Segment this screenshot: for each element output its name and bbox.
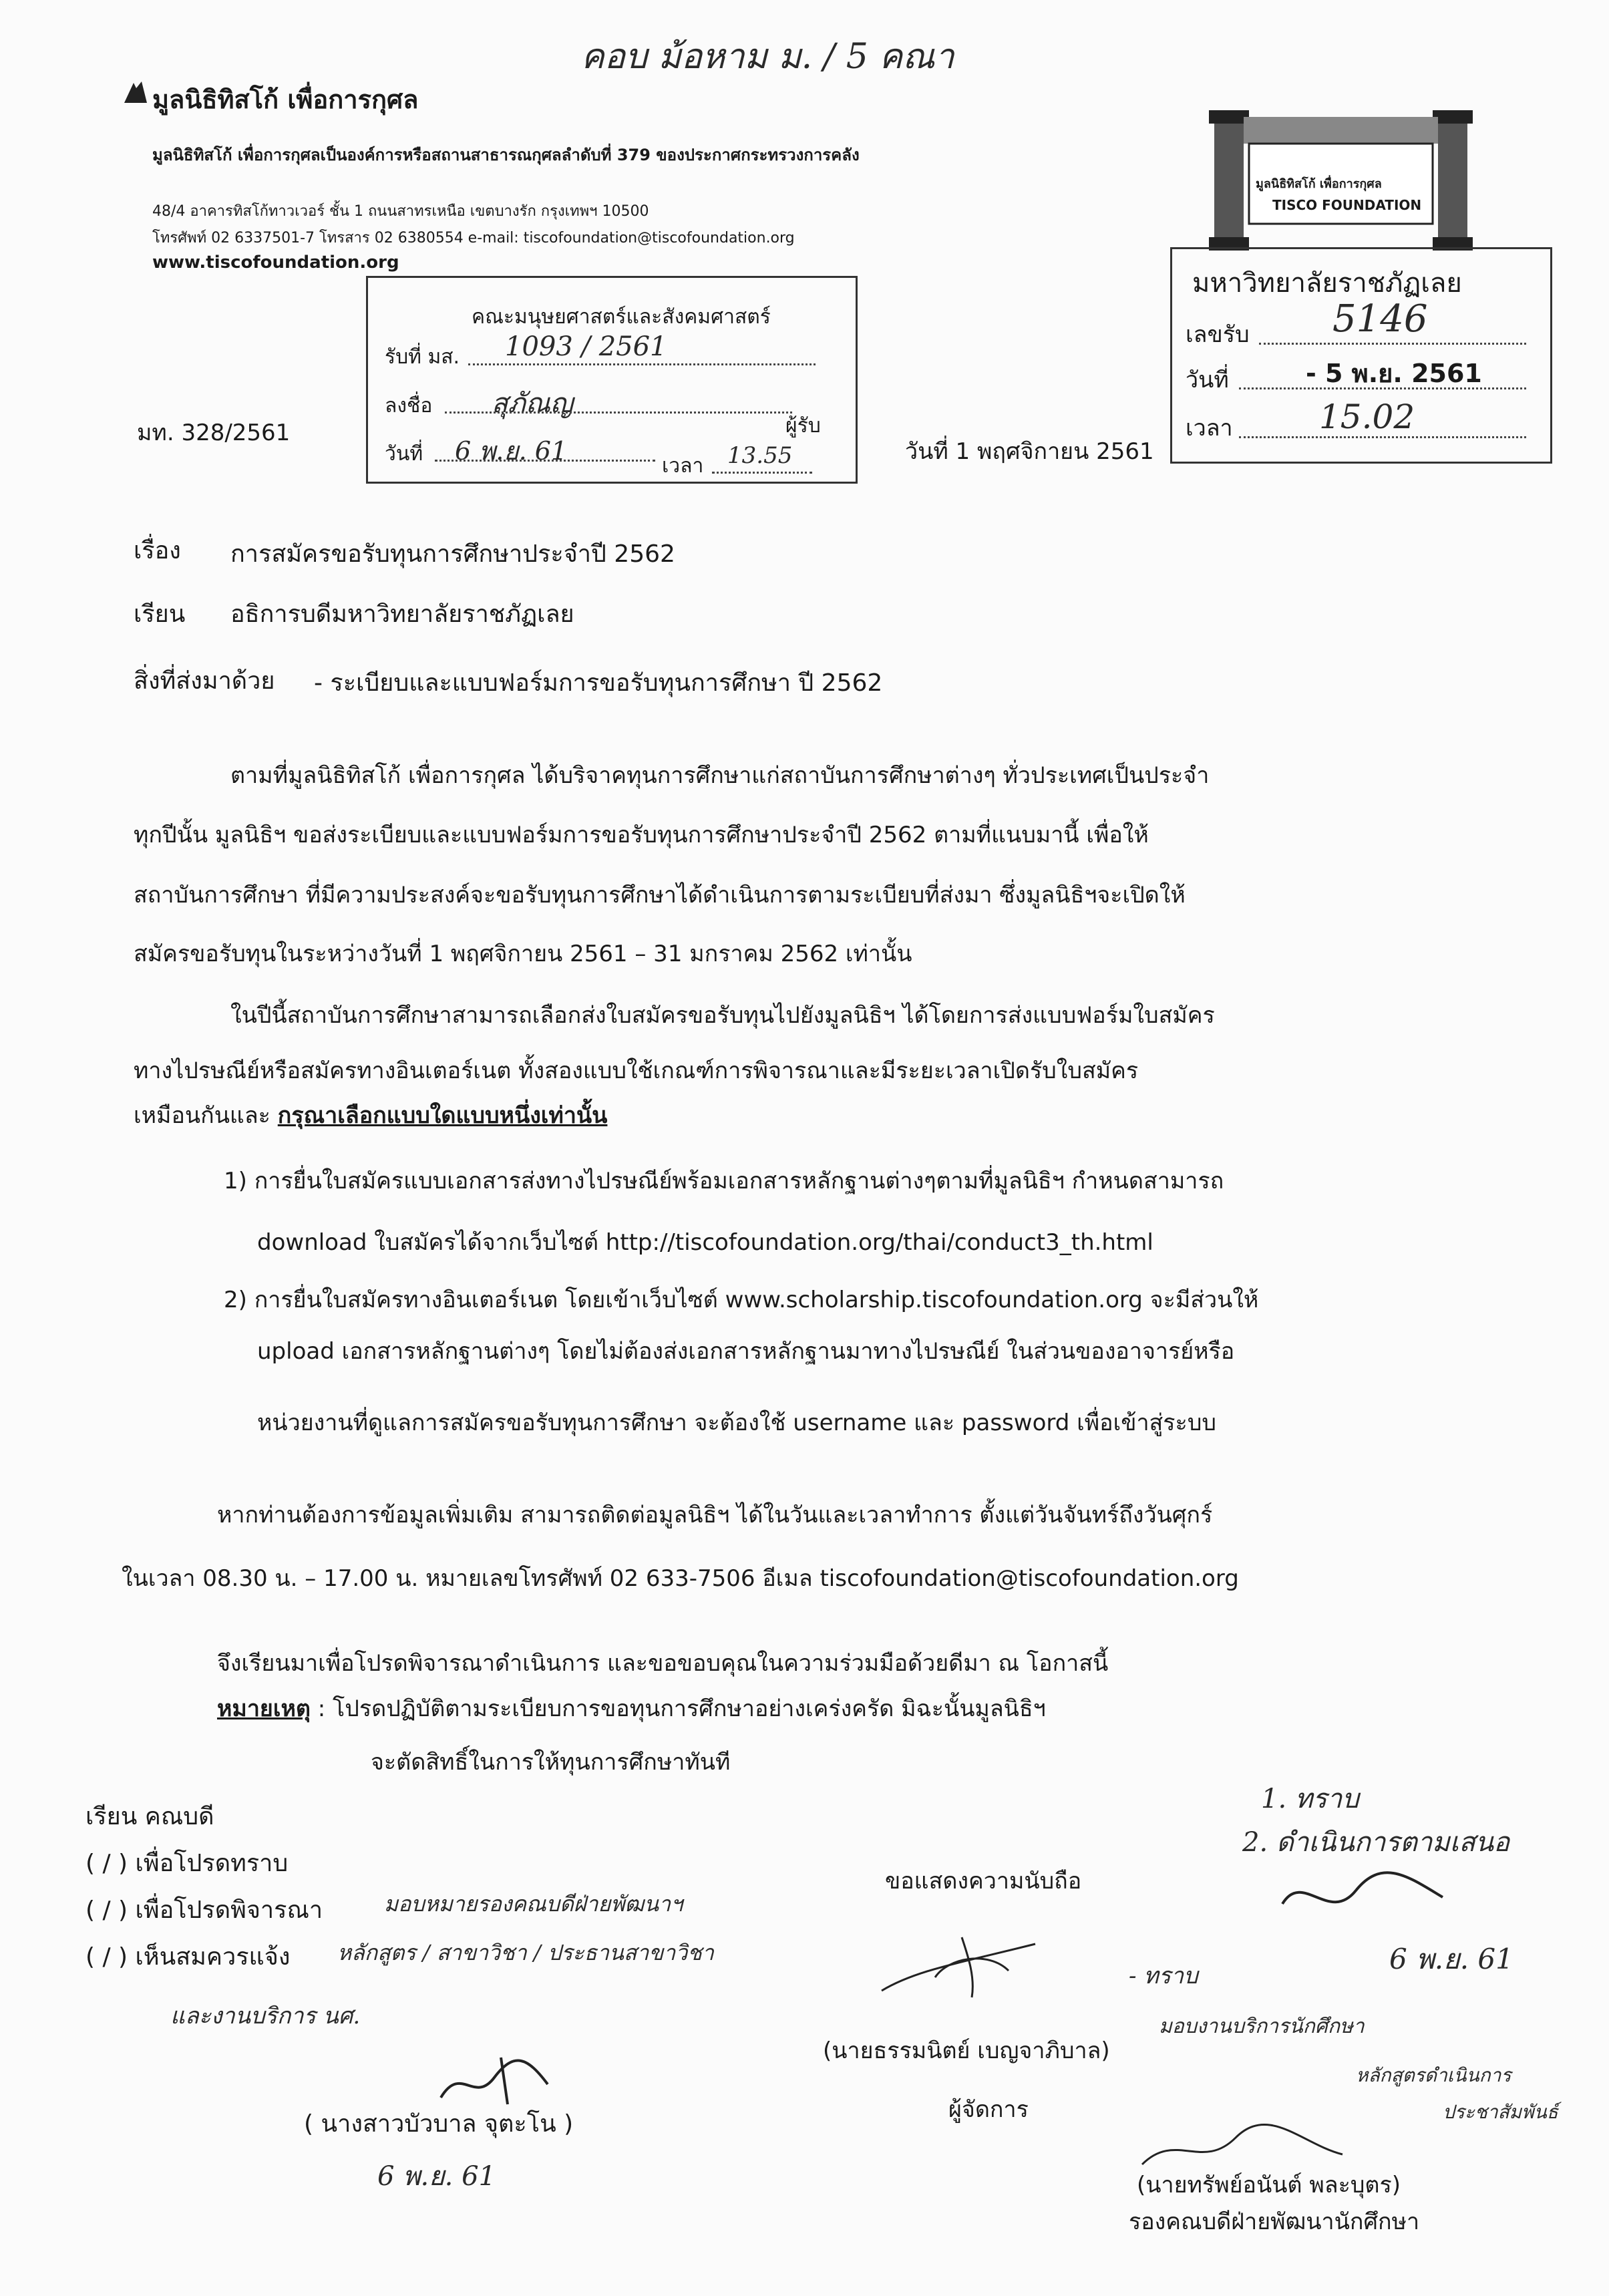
univ-number-label: เลขรับ [1186, 321, 1250, 348]
para3-line: หากท่านต้องการข้อมูลเพิ่มเติม สามารถติดต่อมูลนิธิฯ ได้ในวันและเวลาทำการ ตั้งแต่วันจันทร์ถึงวันศุกร์ [217, 1502, 1213, 1528]
right-note-date: 6 พ.ย. 61 [1389, 1943, 1513, 1975]
item2-line: upload เอกสารหลักฐานต่างๆ โดยไม่ต้องส่งเอกสารหลักฐานมาทางไปรษณีย์ ในส่วนของอาจารย์หรือ [257, 1338, 1235, 1365]
org-website: www.tiscofoundation.org [152, 253, 399, 273]
faculty-signed-label: ลงชื่อ [385, 394, 433, 418]
right-note-mid: - ทราบ [1129, 1963, 1198, 1989]
org-registration: มูลนิธิทิสโก้ เพื่อการกุศลเป็นองค์การหรือสถานสาธารณกุศลลำดับที่ 379 ของประกาศกระทรวงการคลัง [152, 146, 860, 164]
right-note: 2. ดำเนินการตามเสนอ [1242, 1827, 1510, 1858]
doc-date: วันที่ 1 พฤศจิกายน 2561 [905, 438, 1154, 465]
faculty-signed-value: สุภัณญ [492, 388, 573, 419]
note-line [217, 1690, 1046, 1726]
right-note: 1. ทราบ [1261, 1784, 1359, 1814]
enclosure-label: สิ่งที่ส่งมาด้วย [134, 667, 275, 695]
item2-line: หน่วยงานที่ดูแลการสมัครขอรับทุนการศึกษา จะต้องใช้ username และ password เพื่อเข้าสู่ระบบ [257, 1410, 1216, 1436]
faculty-date-label: วันที่ [385, 442, 423, 466]
tisco-logo-thai: มูลนิธิทิสโก้ เพื่อการกุศล [1256, 177, 1382, 191]
deputy-name: (นายทรัพย์อนันต์ พละบุตร) [1137, 2172, 1401, 2198]
tisco-logo-english: TISCO FOUNDATION [1272, 197, 1422, 213]
org-address: 48/4 อาคารทิสโก้ทาวเวอร์ ชั้น 1 ถนนสาทรเหนือ เขตบางรัก กรุงเทพฯ 10500 [152, 203, 649, 220]
faculty-time-label: เวลา [662, 454, 704, 478]
faculty-time-value: 13.55 [727, 442, 793, 469]
deputy-position: รองคณบดีฝ่ายพัฒนานักศึกษา [1129, 2208, 1420, 2235]
item1-line: download ใบสมัครได้จากเว็บไซต์ http://tiscofoundation.org/thai/conduct3_th.html [257, 1229, 1153, 1256]
para1-line: ตามที่มูลนิธิทิสโก้ เพื่อการกุศล ได้บริจาคทุนการศึกษาแก่สถาบันการศึกษาต่างๆ ทั่วประเทศเป็นประจำ [230, 762, 1210, 789]
item2-line: 2) การยื่นใบสมัครทางอินเตอร์เนต โดยเข้าเว็บไซต์ www.scholarship.tiscofoundation.org จะมีส่วนให้ [224, 1287, 1259, 1313]
para2-line: ในปีนี้สถาบันการศึกษาสามารถเลือกส่งใบสมัครขอรับทุนไปยังมูลนิธิฯ ได้โดยการส่งแบบฟอร์มใบสมัคร [230, 1002, 1215, 1029]
routing-option: ( / ) เพื่อโปรดพิจารณา [85, 1897, 323, 1924]
manager-name: (นายธรรมนิตย์ เบญจาภิบาล) [823, 2037, 1110, 2064]
routing-hand-note: หลักสูตร / สาขาวิชา / ประธานสาขาวิชา [337, 1940, 714, 1965]
foundation-logo-icon [122, 79, 150, 107]
org-phone: โทรศัพท์ 02 6337501-7 โทรสาร 02 6380554 e-mail: tiscofoundation@tiscofoundation.org [152, 230, 795, 247]
routing-hand-note: และงานบริการ นศ. [170, 2003, 361, 2029]
univ-time-label: เวลา [1186, 415, 1233, 442]
dean-signature [1276, 1864, 1449, 1931]
univ-date-label: วันที่ [1186, 367, 1229, 393]
para3-line: ในเวลา 08.30 น. – 17.00 น. หมายเลขโทรศัพท์ 02 633-7506 อีเมล tiscofoundation@tiscofoundation.org [122, 1565, 1239, 1592]
note-label: หมายเหตุ [217, 1695, 311, 1722]
faculty-receiver-label: ผู้รับ [785, 414, 821, 438]
para1-line: สมัครขอรับทุนในระหว่างวันที่ 1 พฤศจิกายน 2561 – 31 มกราคม 2562 เท่านั้น [134, 941, 912, 967]
item1-line: 1) การยื่นใบสมัครแบบเอกสารส่งทางไปรษณีย์พร้อมเอกสารหลักฐานต่างๆตามที่มูลนิธิฯ กำหนดสามารถ [224, 1168, 1224, 1194]
top-handwritten-note: คอบ ม้อหาม ม. / 5 คณา [581, 37, 954, 77]
org-name: มูลนิธิทิสโก้ เพื่อการกุศล [152, 85, 419, 114]
para1-line: สถาบันการศึกษา ที่มีความประสงค์จะขอรับทุนการศึกษาได้ดำเนินการตามระเบียบที่ส่งมา ซึ่งมูลนิธิฯจะเปิดให้ [134, 882, 1186, 909]
faculty-received-value: 1093 / 2561 [505, 331, 667, 362]
note-text: : โปรดปฏิบัติตามระเบียบการขอทุนการศึกษาอย่างเคร่งครัด มิฉะนั้นมูลนิธิฯ [310, 1695, 1046, 1722]
manager-position: ผู้จัดการ [948, 2096, 1029, 2123]
regards-text: ขอแสดงความนับถือ [885, 1868, 1082, 1895]
routing-option: ( / ) เห็นสมควรแจ้ง [85, 1943, 291, 1971]
univ-stamp-title: มหาวิทยาลัยราชภัฏเลย [1192, 268, 1462, 299]
routing-to-label: เรียน คณบดี [85, 1803, 214, 1830]
staff-date: 6 พ.ย. 61 [377, 2161, 496, 2192]
university-received-stamp [1170, 247, 1552, 464]
enclosure-text: - ระเบียบและแบบฟอร์มการขอรับทุนการศึกษา ปี 2562 [314, 669, 883, 697]
right-assign: มอบงานบริการนักศึกษา [1159, 2015, 1365, 2038]
to-text: อธิการบดีมหาวิทยาลัยราชภัฏเลย [230, 601, 574, 628]
subject-label: เรื่อง [134, 537, 181, 564]
routing-option: ( / ) เพื่อโปรดทราบ [85, 1850, 289, 1877]
closing-text: จึงเรียนมาเพื่อโปรดพิจารณาดำเนินการ และขอขอบคุณในความร่วมมือด้วยดีมา ณ โอกาสนี้ [217, 1650, 1109, 1677]
faculty-received-label: รับที่ มส. [385, 345, 460, 369]
to-label: เรียน [134, 601, 186, 628]
para1-line: ทุกปีนั้น มูลนิธิฯ ขอส่งระเบียบและแบบฟอร์มการขอรับทุนการศึกษาประจำปี 2562 ตามที่แนบมานี้ เพื่อให้ [134, 822, 1149, 848]
staff-name: ( นางสาวบัวบาล จุตะโน ) [304, 2110, 574, 2138]
right-assign: หลักสูตรดำเนินการ [1356, 2064, 1511, 2086]
staff-signature [434, 2051, 554, 2111]
para2-emphasis: กรุณาเลือกแบบใดแบบหนึ่งเท่านั้น [277, 1102, 608, 1129]
manager-signature [875, 1931, 1042, 2004]
faculty-stamp-title: คณะมนุษยศาสตร์และสังคมศาสตร์ [472, 305, 771, 329]
para2-line: ทางไปรษณีย์หรือสมัครทางอินเตอร์เนต ทั้งสองแบบใช้เกณฑ์การพิจารณาและมีระยะเวลาเปิดรับใบสมัคร [134, 1057, 1139, 1084]
routing-hand-note: มอบหมายรองคณบดีฝ่ายพัฒนาฯ [384, 1891, 683, 1917]
univ-date-value: - 5 พ.ย. 2561 [1306, 359, 1482, 388]
univ-time-value: 15.02 [1319, 397, 1415, 436]
faculty-date-value: 6 พ.ย. 61 [455, 436, 568, 466]
para2-last-prefix: เหมือนกันและ [134, 1102, 278, 1129]
para2-line [134, 1097, 607, 1133]
tisco-logo [1209, 110, 1473, 254]
faculty-received-stamp [366, 276, 858, 484]
doc-number: มท. 328/2561 [137, 420, 291, 446]
right-assign: ประชาสัมพันธ์ [1443, 2101, 1558, 2123]
univ-number-value: 5146 [1332, 297, 1428, 341]
note-line2: จะตัดสิทธิ์ในการให้ทุนการศึกษาทันที [371, 1749, 731, 1776]
subject-text: การสมัครขอรับทุนการศึกษาประจำปี 2562 [230, 540, 675, 568]
